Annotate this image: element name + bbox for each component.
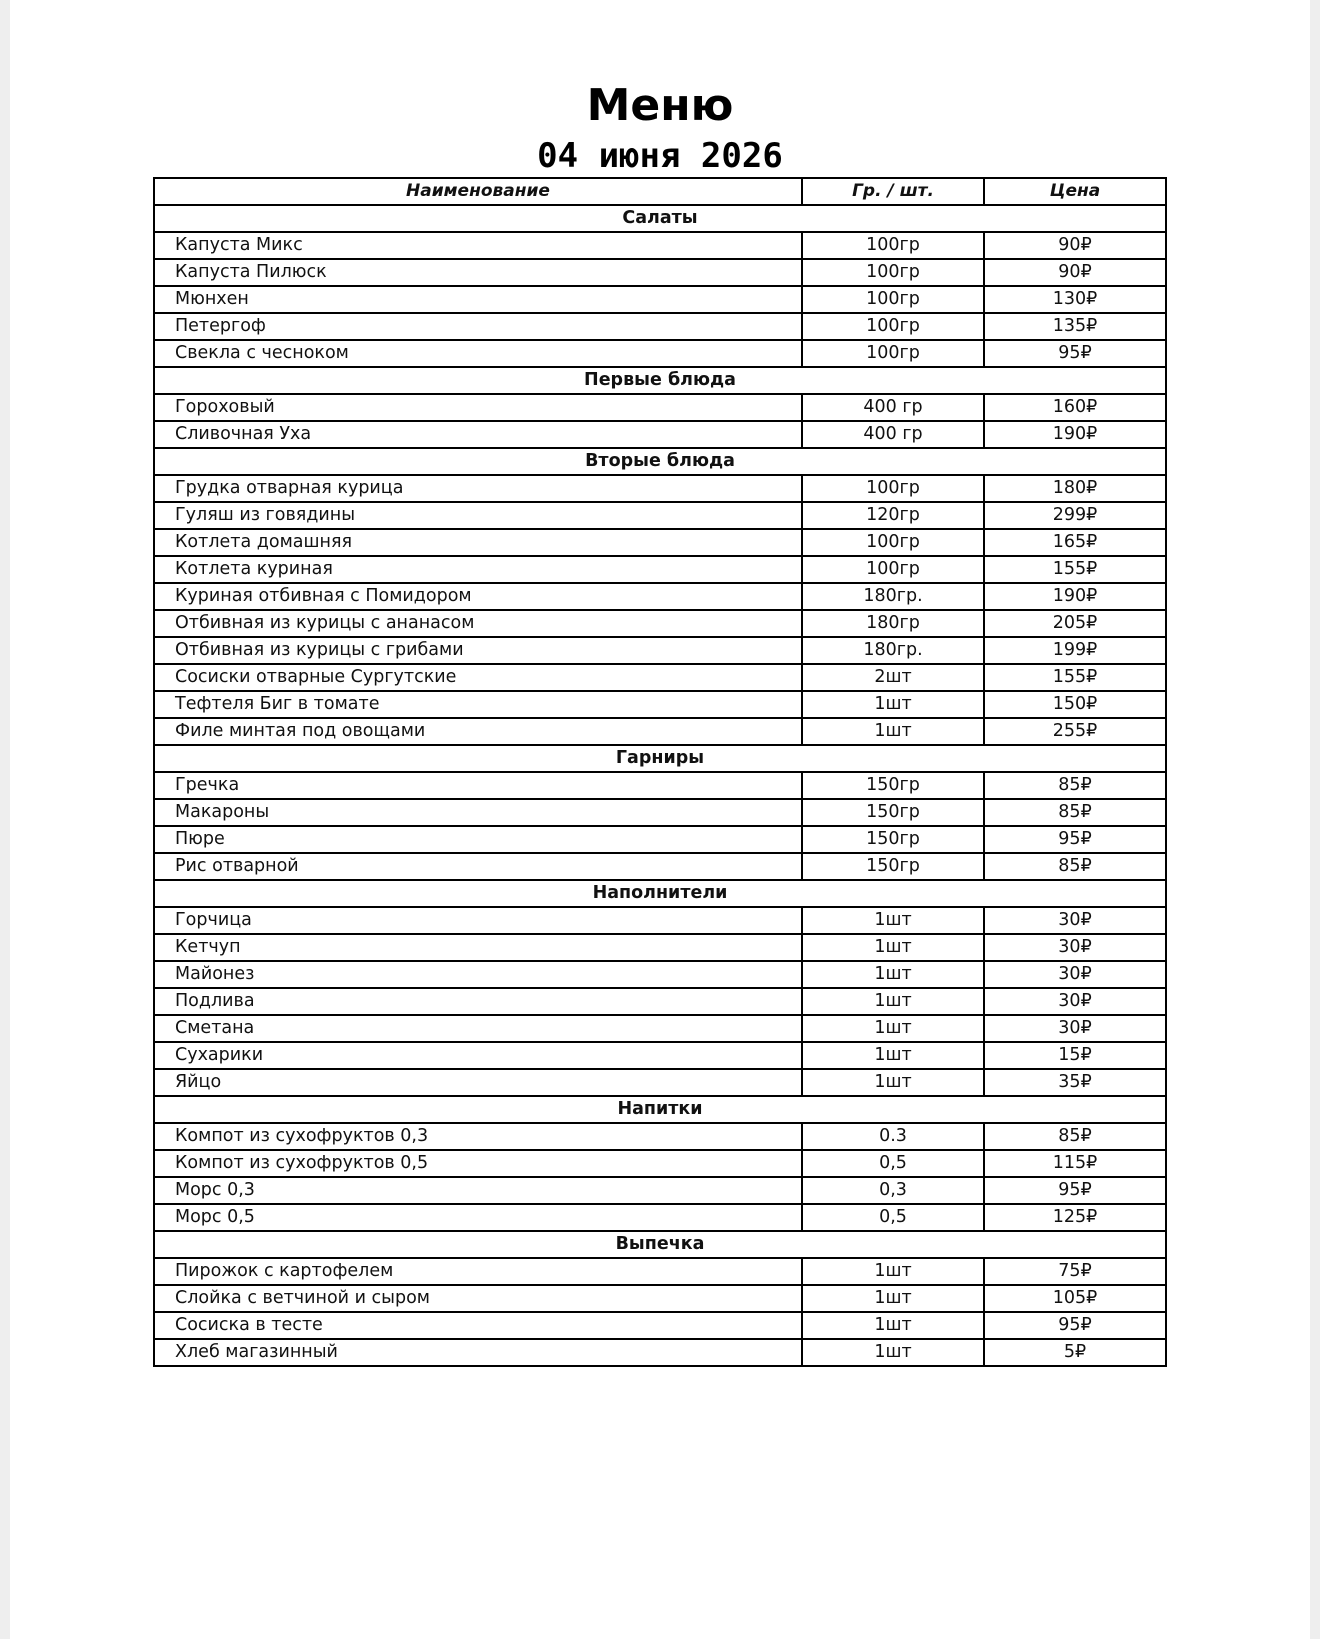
item-quantity: 100гр [802,313,984,340]
item-price: 85₽ [984,853,1166,880]
item-name: Свекла с чесноком [154,340,802,367]
item-quantity: 400 гр [802,394,984,421]
item-price: 135₽ [984,313,1166,340]
item-price: 199₽ [984,637,1166,664]
column-header-name: Наименование [154,178,802,205]
item-price: 85₽ [984,772,1166,799]
item-name: Яйцо [154,1069,802,1096]
item-quantity: 0,5 [802,1204,984,1231]
page-title: Меню [586,80,734,131]
item-quantity: 1шт [802,1015,984,1042]
table-row [154,556,1166,583]
item-quantity: 0,3 [802,1177,984,1204]
table-row [154,421,1166,448]
item-name: Слойка с ветчиной и сыром [154,1285,802,1312]
item-price: 95₽ [984,340,1166,367]
category-row [154,1096,1166,1123]
item-quantity: 100гр [802,259,984,286]
item-name: Капуста Микс [154,232,802,259]
category-label: Вторые блюда [154,448,1166,475]
item-price: 299₽ [984,502,1166,529]
item-name: Сосиска в тесте [154,1312,802,1339]
table-row [154,1015,1166,1042]
item-name: Гречка [154,772,802,799]
item-price: 190₽ [984,583,1166,610]
item-name: Грудка отварная курица [154,475,802,502]
item-quantity: 1шт [802,1312,984,1339]
category-label: Наполнители [154,880,1166,907]
item-quantity: 180гр. [802,637,984,664]
item-name: Горчица [154,907,802,934]
item-name: Мюнхен [154,286,802,313]
table-row [154,1150,1166,1177]
item-price: 95₽ [984,1177,1166,1204]
table-row [154,637,1166,664]
item-price: 30₽ [984,934,1166,961]
item-quantity: 1шт [802,907,984,934]
item-name: Гороховый [154,394,802,421]
item-quantity: 1шт [802,691,984,718]
item-price: 205₽ [984,610,1166,637]
item-quantity: 120гр [802,502,984,529]
menu-date: 04 июня 2026 [537,136,783,176]
item-quantity: 100гр [802,556,984,583]
item-name: Сметана [154,1015,802,1042]
table-row [154,664,1166,691]
table-row [154,340,1166,367]
item-quantity: 1шт [802,934,984,961]
item-price: 95₽ [984,826,1166,853]
item-name: Филе минтая под овощами [154,718,802,745]
column-header-price: Цена [984,178,1166,205]
item-name: Морс 0,5 [154,1204,802,1231]
category-label: Напитки [154,1096,1166,1123]
item-name: Пюре [154,826,802,853]
category-row [154,745,1166,772]
item-name: Морс 0,3 [154,1177,802,1204]
item-quantity: 1шт [802,961,984,988]
item-price: 30₽ [984,988,1166,1015]
table-row [154,583,1166,610]
table-row [154,691,1166,718]
item-name: Сухарики [154,1042,802,1069]
item-quantity: 1шт [802,1339,984,1366]
item-name: Макароны [154,799,802,826]
table-row [154,961,1166,988]
category-row [154,367,1166,394]
item-price: 165₽ [984,529,1166,556]
item-price: 130₽ [984,286,1166,313]
item-price: 155₽ [984,556,1166,583]
item-price: 95₽ [984,1312,1166,1339]
table-row [154,1069,1166,1096]
table-row [154,826,1166,853]
item-name: Капуста Пилюск [154,259,802,286]
item-price: 160₽ [984,394,1166,421]
menu-table [153,177,1167,1367]
column-header-qty: Гр. / шт. [802,178,984,205]
item-quantity: 180гр. [802,583,984,610]
item-price: 85₽ [984,1123,1166,1150]
item-price: 30₽ [984,1015,1166,1042]
item-quantity: 180гр [802,610,984,637]
category-label: Первые блюда [154,367,1166,394]
table-row [154,1042,1166,1069]
item-price: 125₽ [984,1204,1166,1231]
item-price: 15₽ [984,1042,1166,1069]
item-name: Компот из сухофруктов 0,5 [154,1150,802,1177]
item-quantity: 1шт [802,1285,984,1312]
item-name: Отбивная из курицы с ананасом [154,610,802,637]
table-row [154,907,1166,934]
table-row [154,934,1166,961]
item-name: Кетчуп [154,934,802,961]
item-quantity: 1шт [802,1069,984,1096]
item-price: 155₽ [984,664,1166,691]
item-quantity: 400 гр [802,421,984,448]
item-quantity: 150гр [802,772,984,799]
table-row [154,1258,1166,1285]
item-name: Майонез [154,961,802,988]
menu-table-body [154,205,1166,1366]
item-name: Котлета куриная [154,556,802,583]
table-row [154,394,1166,421]
category-label: Гарниры [154,745,1166,772]
table-row [154,772,1166,799]
category-label: Выпечка [154,1231,1166,1258]
item-price: 30₽ [984,961,1166,988]
table-row [154,718,1166,745]
item-quantity: 1шт [802,988,984,1015]
item-quantity: 100гр [802,232,984,259]
item-price: 90₽ [984,232,1166,259]
table-header-row [154,178,1166,205]
item-price: 190₽ [984,421,1166,448]
item-name: Куриная отбивная с Помидором [154,583,802,610]
table-row [154,502,1166,529]
table-row [154,529,1166,556]
item-name: Отбивная из курицы с грибами [154,637,802,664]
item-quantity: 2шт [802,664,984,691]
item-price: 30₽ [984,907,1166,934]
item-quantity: 150гр [802,826,984,853]
item-price: 105₽ [984,1285,1166,1312]
item-name: Подлива [154,988,802,1015]
table-row [154,988,1166,1015]
table-row [154,286,1166,313]
table-row [154,259,1166,286]
table-row [154,610,1166,637]
table-row [154,799,1166,826]
table-row [154,232,1166,259]
table-row [154,1339,1166,1366]
item-quantity: 100гр [802,286,984,313]
item-quantity: 150гр [802,799,984,826]
category-row [154,448,1166,475]
menu-page [10,0,1310,1639]
item-quantity: 1шт [802,718,984,745]
item-name: Сливочная Уха [154,421,802,448]
category-label: Салаты [154,205,1166,232]
item-name: Гуляш из говядины [154,502,802,529]
item-price: 255₽ [984,718,1166,745]
item-price: 85₽ [984,799,1166,826]
item-price: 35₽ [984,1069,1166,1096]
item-name: Сосиски отварные Сургутские [154,664,802,691]
item-price: 180₽ [984,475,1166,502]
item-price: 75₽ [984,1258,1166,1285]
table-row [154,475,1166,502]
item-quantity: 1шт [802,1258,984,1285]
item-name: Котлета домашняя [154,529,802,556]
table-row [154,1312,1166,1339]
item-name: Тефтеля Биг в томате [154,691,802,718]
item-quantity: 100гр [802,340,984,367]
category-row [154,1231,1166,1258]
item-name: Хлеб магазинный [154,1339,802,1366]
item-price: 90₽ [984,259,1166,286]
category-row [154,880,1166,907]
table-row [154,1177,1166,1204]
item-name: Петергоф [154,313,802,340]
item-name: Рис отварной [154,853,802,880]
table-row [154,313,1166,340]
item-price: 5₽ [984,1339,1166,1366]
item-name: Пирожок с картофелем [154,1258,802,1285]
table-row [154,1285,1166,1312]
item-price: 115₽ [984,1150,1166,1177]
item-price: 150₽ [984,691,1166,718]
item-quantity: 100гр [802,529,984,556]
item-quantity: 0.3 [802,1123,984,1150]
item-quantity: 1шт [802,1042,984,1069]
item-quantity: 0,5 [802,1150,984,1177]
item-quantity: 150гр [802,853,984,880]
table-row [154,1123,1166,1150]
category-row [154,205,1166,232]
item-quantity: 100гр [802,475,984,502]
item-name: Компот из сухофруктов 0,3 [154,1123,802,1150]
table-row [154,1204,1166,1231]
table-row [154,853,1166,880]
